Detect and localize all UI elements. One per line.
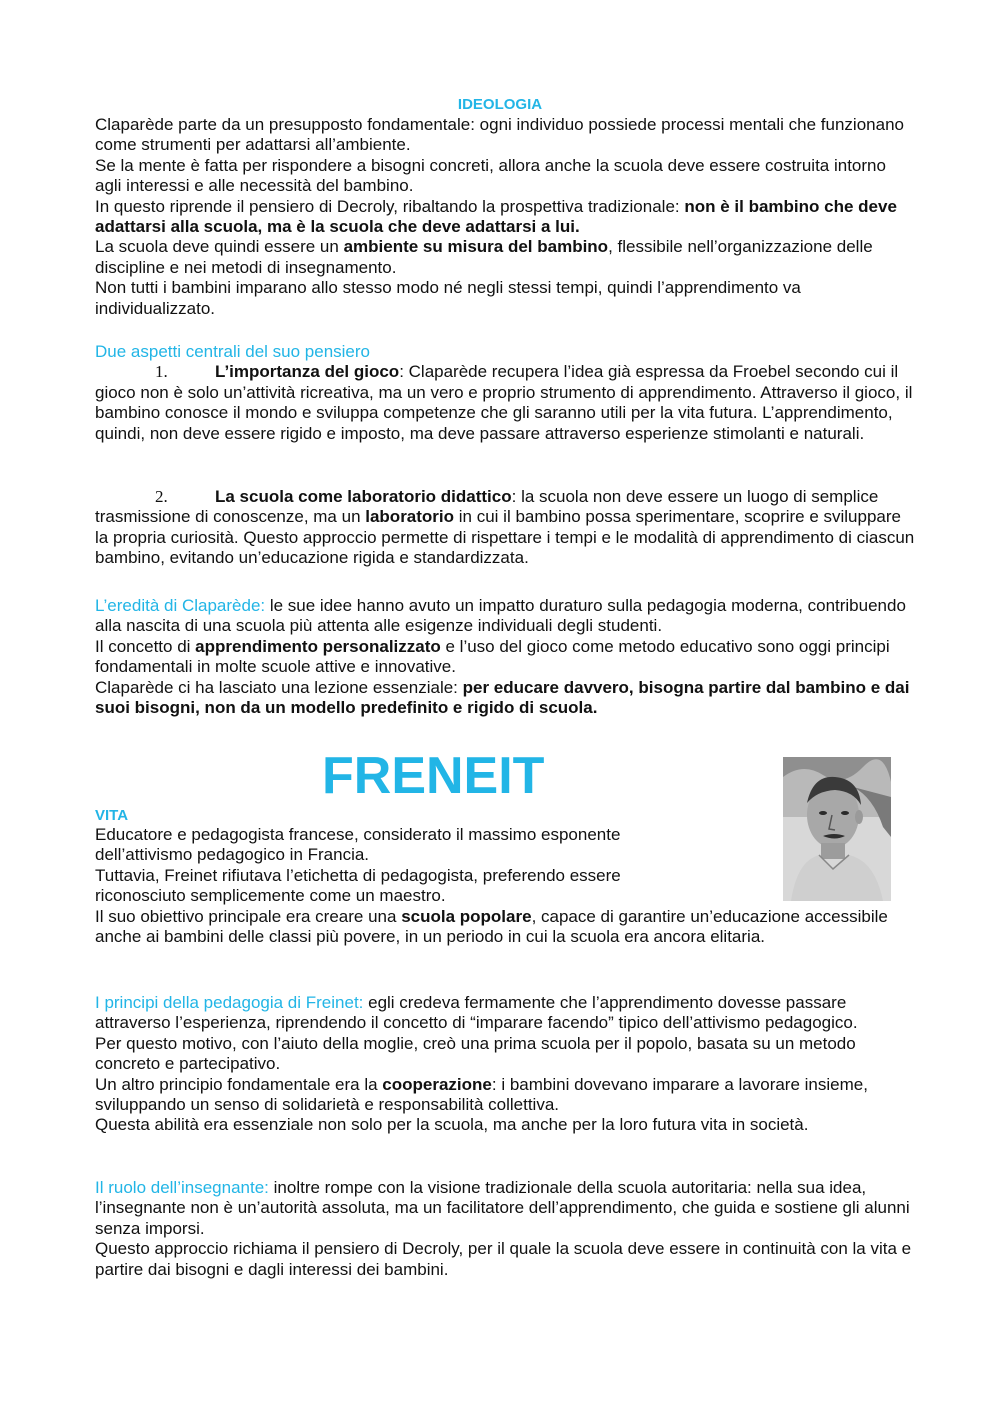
aspects-section — [95, 342, 915, 444]
bold-text: non è il bambino che deve adattarsi alla scuola, ma è la scuola che deve adattarsi a lui. — [95, 196, 897, 237]
text-span: : la scuola non deve essere un luogo di semplice trasmissione di conoscenze, ma un — [95, 487, 879, 527]
text-span: Il concetto di — [95, 636, 196, 656]
text-span: inoltre rompe con la visione tradizionale della scuola autoritaria: nella sua idea, l’insegnante non è un’autorità assoluta, ma un facilitatore dell’apprendimento, che guida e sostiene gli alunni senza imporsi. — [95, 1178, 910, 1238]
teacher-section — [95, 1178, 915, 1280]
paragraph-line: Tuttavia, Freinet rifiutava l’etichetta di pedagogista, preferendo essere — [95, 865, 621, 885]
aspect-item-1 — [95, 362, 915, 444]
item-number: 1. — [155, 362, 168, 382]
paragraph — [95, 237, 915, 278]
text-span: egli credeva fermamente che l’apprendimento dovesse passare attraverso l’esperienza, riprendendo il concetto di “imparare facendo” tipico dell’attivismo pedagogico. — [95, 993, 858, 1033]
freneit-title: FRENEIT — [322, 747, 545, 805]
bold-text: cooperazione — [382, 1074, 492, 1094]
text-span: Un altro principio fondamentale era la — [95, 1074, 383, 1094]
bold-text: L’importanza del gioco — [215, 362, 400, 382]
paragraph — [95, 993, 915, 1034]
item-number: 2. — [155, 487, 168, 506]
principles-section — [95, 993, 915, 1136]
aspect-item-2 — [95, 487, 915, 569]
text-span: La scuola deve quindi essere un — [95, 237, 344, 257]
paragraph-line: dell’attivismo pedagogico in Francia. — [95, 845, 370, 865]
text-span: Claparède ci ha lasciato una lezione essenziale: — [95, 677, 463, 697]
teacher-heading: Il ruolo dell’insegnante: — [95, 1178, 269, 1197]
paragraph: Per questo motivo, con l’aiuto della moglie, creò una prima scuola per il popolo, basata su un metodo concreto e partecipativo. — [95, 1033, 856, 1074]
ideologia-body — [95, 115, 915, 319]
bold-text: per educare davvero, bisogna partire dal bambino e dai suoi bisogni, non da un modello predefinito e rigido di scuola. — [95, 677, 910, 718]
paragraph: Se la mente è fatta per rispondere a bisogni concreti, allora anche la scuola deve essere costruita intorno agli interessi e alle necessità del bambino. — [95, 155, 886, 196]
paragraph: Questo approccio richiama il pensiero di Decroly, per il quale la scuola deve essere in continuità con la vita e partire dai bisogni e dagli interessi dei bambini. — [95, 1239, 912, 1279]
bold-text: ambiente su misura del bambino — [343, 237, 609, 257]
paragraph — [95, 1178, 915, 1239]
paragraph: Non tutti i bambini imparano allo stesso modo né negli stessi tempi, quindi l’apprendimento va individualizzato. — [95, 278, 801, 318]
paragraph — [95, 907, 915, 948]
principles-heading: I principi della pedagogia di Freinet: — [95, 993, 364, 1012]
paragraph-line: riconosciuto semplicemente come un maestro. — [95, 886, 446, 906]
paragraph — [95, 197, 915, 238]
text-span: in cui il bambino possa sperimentare, scoprire e sviluppare la propria curiosità. Questo approccio permette di rispettare i tempi e le modalità di apprendimento di ciascun bambino, evitando un’educazione rigida e standardizzata. — [95, 507, 915, 568]
text-span: , capace di garantire un’educazione accessibile anche ai bambini delle classi più povere, in un periodo in cui la scuola era ancora elitaria. — [95, 906, 888, 947]
vita-body — [95, 825, 915, 947]
aspects-heading: Due aspetti centrali del suo pensiero — [95, 342, 370, 361]
text-span: : Claparède recupera l’idea già espressa da Froebel secondo cui il gioco non è solo un’attività ricreativa, ma un vero e proprio strumento di apprendimento. Attraverso il gioco, il bambino conosce il mondo e sviluppa competenze che gli saranno utili per la vita futura. L’apprendimento, quindi, non deve essere rigido e imposto, ma deve passare attraverso esperienze stimolanti e naturali. — [95, 362, 913, 443]
legacy-section — [95, 596, 915, 718]
text-span: In questo riprende il pensiero di Decroly, ribaltando la prospettiva tradizionale: — [95, 196, 685, 216]
section-title-ideologia: IDEOLOGIA — [457, 96, 543, 113]
text-span: : i bambini dovevano imparare a lavorare insieme, sviluppando un senso di solidarietà e responsabilità collettiva. — [95, 1074, 868, 1115]
bold-text: laboratorio — [365, 507, 455, 527]
paragraph — [95, 678, 915, 719]
paragraph — [95, 1075, 915, 1116]
paragraph — [95, 637, 915, 678]
paragraph — [95, 596, 915, 637]
text-span: e l’uso del gioco come metodo educativo sono oggi principi fondamentali in molte scuole attive e innovative. — [95, 636, 890, 677]
legacy-heading: L’eredità di Claparède: — [95, 596, 266, 615]
paragraph: Questa abilità era essenziale non solo per la scuola, ma anche per la loro futura vita in società. — [95, 1115, 809, 1135]
text-span: le sue idee hanno avuto un impatto duraturo sulla pedagogia moderna, contribuendo alla nascita di una scuola più attenta alle esigenze individuali degli studenti. — [95, 596, 906, 636]
paragraph-line: Educatore e pedagogista francese, considerato il massimo esponente — [95, 825, 621, 844]
paragraph — [95, 487, 915, 569]
paragraph: Claparède parte da un presupposto fondamentale: ogni individuo possiede processi mentali che funzionano come strumenti per adattarsi all’ambiente. — [95, 115, 904, 155]
text-span: , flessibile nell’organizzazione delle discipline e nei metodi di insegnamento. — [95, 237, 873, 277]
bold-text: La scuola come laboratorio didattico — [215, 487, 512, 506]
bold-text: apprendimento personalizzato — [195, 636, 441, 656]
bold-text: scuola popolare — [401, 906, 532, 926]
text-span: Il suo obiettivo principale era creare una — [95, 906, 402, 926]
vita-heading: VITA — [95, 807, 129, 824]
